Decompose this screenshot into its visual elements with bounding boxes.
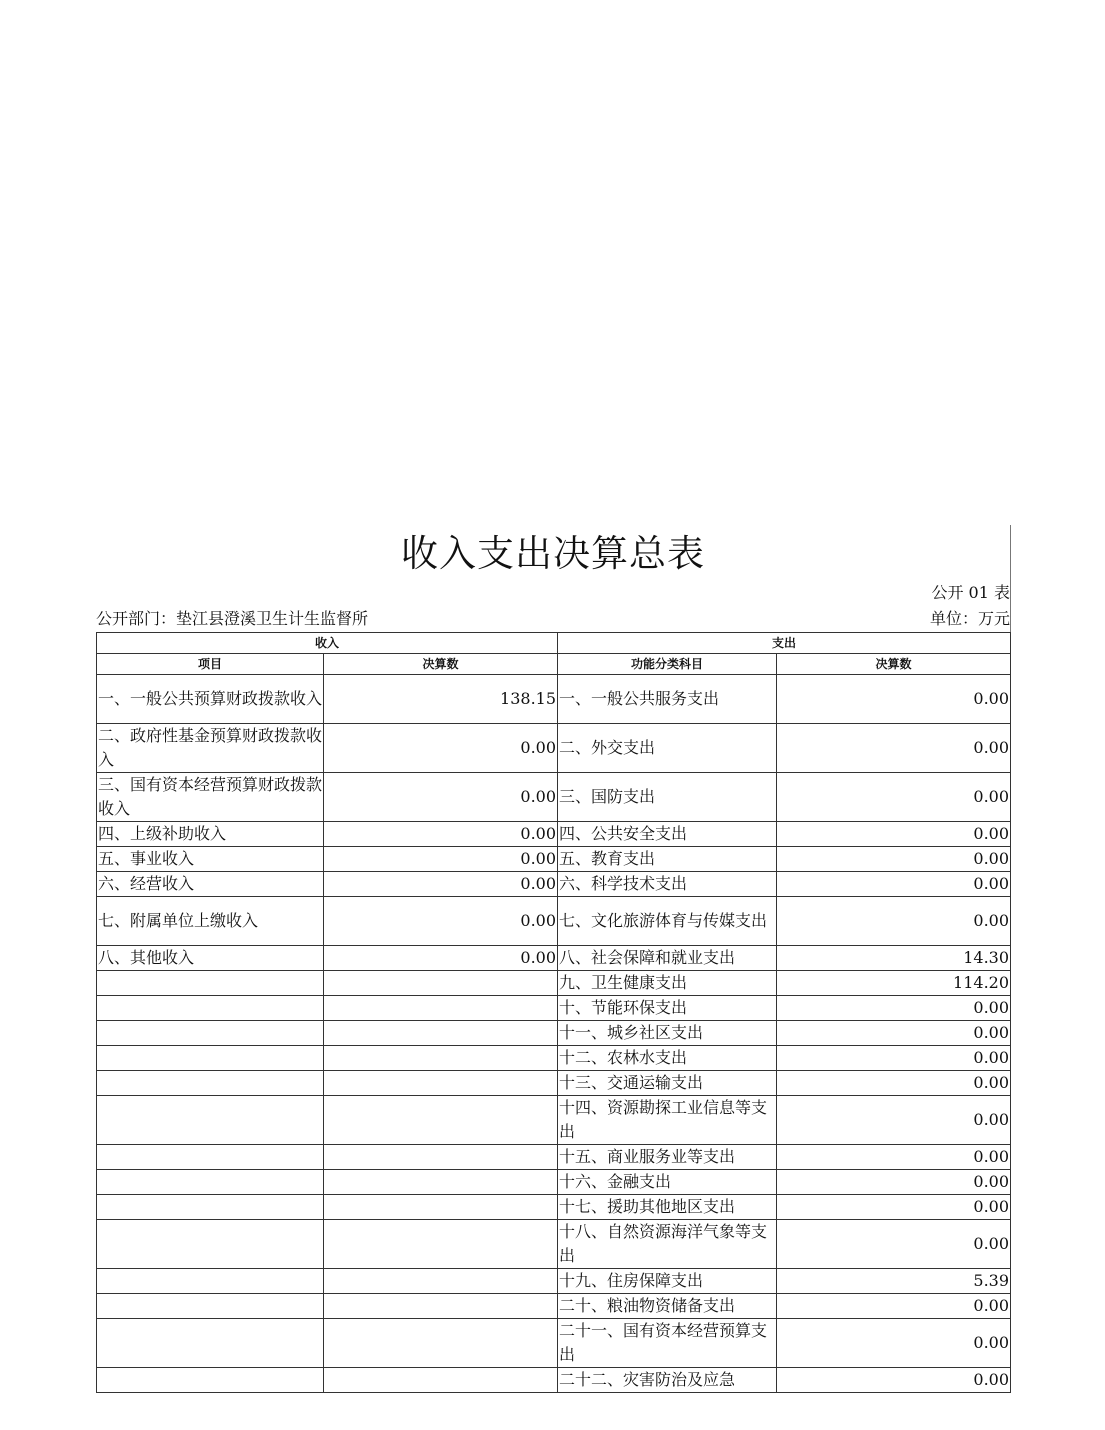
income-item [97,1046,324,1071]
income-item [97,1170,324,1195]
header-row-columns [97,654,1011,675]
expense-amount: 0.00 [777,996,1011,1021]
income-item [97,1368,324,1393]
table-code-line [96,581,1010,605]
expense-item: 六、科学技术支出 [558,872,777,897]
income-item [97,1195,324,1220]
expense-amount: 5.39 [777,1269,1011,1294]
expense-amount: 0.00 [777,1145,1011,1170]
table-row [97,996,1011,1021]
income-item: 四、上级补助收入 [97,822,324,847]
income-amount [324,1319,558,1368]
income-item [97,1269,324,1294]
expense-item: 十五、商业服务业等支出 [558,1145,777,1170]
table-row [97,971,1011,996]
expense-item: 十八、自然资源海洋气象等支出 [558,1220,777,1269]
department-label: 公开部门：垫江县澄溪卫生计生监督所 [96,609,369,628]
income-header: 收入 [97,633,558,654]
header-row-group [97,633,1011,654]
income-amount [324,1046,558,1071]
income-amount [324,1096,558,1145]
expense-amount: 0.00 [777,1021,1011,1046]
table-row [97,1096,1011,1145]
expense-item: 二、外交支出 [558,724,777,773]
table-row [97,946,1011,971]
expense-amount: 0.00 [777,1046,1011,1071]
table-row [97,1368,1011,1393]
income-item [97,1021,324,1046]
expense-item: 十七、援助其他地区支出 [558,1195,777,1220]
table-row [97,1220,1011,1269]
expense-amount: 0.00 [777,1071,1011,1096]
amount2-header: 决算数 [777,654,1011,675]
table-row [97,1145,1011,1170]
expense-amount: 0.00 [777,1195,1011,1220]
department-line [96,607,1010,631]
expense-item: 八、社会保障和就业支出 [558,946,777,971]
income-item [97,1294,324,1319]
expense-item: 七、文化旅游体育与传媒支出 [558,897,777,946]
table-row [97,897,1011,946]
right-border-line [1010,525,1011,635]
expense-amount: 0.00 [777,1319,1011,1368]
income-item: 七、附属单位上缴收入 [97,897,324,946]
expense-item: 二十、粮油物资储备支出 [558,1294,777,1319]
income-amount [324,996,558,1021]
table-row [97,1269,1011,1294]
table-row [97,872,1011,897]
expense-amount: 0.00 [777,724,1011,773]
unit-label: 单位：万元 [929,609,1010,628]
report-title: 收入支出决算总表 [401,532,705,575]
expense-item: 九、卫生健康支出 [558,971,777,996]
income-amount: 0.00 [324,946,558,971]
expense-item: 一、一般公共服务支出 [558,675,777,724]
expense-item: 十四、资源勘探工业信息等支出 [558,1096,777,1145]
income-amount [324,1021,558,1046]
table-row [97,675,1011,724]
expense-item: 四、公共安全支出 [558,822,777,847]
expense-header: 支出 [558,633,1011,654]
income-item: 二、政府性基金预算财政拨款收入 [97,724,324,773]
expense-amount: 0.00 [777,1096,1011,1145]
expense-amount: 14.30 [777,946,1011,971]
table-row [97,1195,1011,1220]
expense-amount: 0.00 [777,1294,1011,1319]
expense-item: 五、教育支出 [558,847,777,872]
income-amount: 138.15 [324,675,558,724]
table-code: 公开 01 表 [931,583,1010,602]
expense-amount: 0.00 [777,1220,1011,1269]
expense-item: 十二、农林水支出 [558,1046,777,1071]
table-row [97,1071,1011,1096]
income-amount [324,1170,558,1195]
table-row [97,847,1011,872]
expense-item: 十一、城乡社区支出 [558,1021,777,1046]
expense-item: 三、国防支出 [558,773,777,822]
income-item: 三、国有资本经营预算财政拨款收入 [97,773,324,822]
expense-amount: 0.00 [777,1170,1011,1195]
table-row [97,773,1011,822]
income-item [97,996,324,1021]
amount-header: 决算数 [324,654,558,675]
item-header: 项目 [97,654,324,675]
income-amount [324,1294,558,1319]
income-item [97,1145,324,1170]
income-amount: 0.00 [324,872,558,897]
expense-item: 十六、金融支出 [558,1170,777,1195]
income-item [97,1220,324,1269]
income-amount [324,971,558,996]
table-row [97,1046,1011,1071]
expense-amount: 0.00 [777,675,1011,724]
table-row [97,1170,1011,1195]
table-row [97,724,1011,773]
income-amount: 0.00 [324,773,558,822]
income-item: 八、其他收入 [97,946,324,971]
income-amount: 0.00 [324,847,558,872]
income-item [97,971,324,996]
expense-item: 二十一、国有资本经营预算支出 [558,1319,777,1368]
table-row [97,822,1011,847]
income-amount [324,1269,558,1294]
income-item: 六、经营收入 [97,872,324,897]
expense-item: 十三、交通运输支出 [558,1071,777,1096]
expense-amount: 0.00 [777,872,1011,897]
income-expense-table [96,632,1011,1393]
expense-amount: 114.20 [777,971,1011,996]
expense-amount: 0.00 [777,1368,1011,1393]
income-amount: 0.00 [324,822,558,847]
income-item [97,1071,324,1096]
table-row [97,1319,1011,1368]
income-amount [324,1071,558,1096]
expense-amount: 0.00 [777,773,1011,822]
expense-item: 十九、住房保障支出 [558,1269,777,1294]
income-amount: 0.00 [324,724,558,773]
table-row [97,1021,1011,1046]
income-item: 五、事业收入 [97,847,324,872]
expense-item: 二十二、灾害防治及应急 [558,1368,777,1393]
income-item [97,1319,324,1368]
table-row [97,1294,1011,1319]
income-amount [324,1368,558,1393]
income-amount: 0.00 [324,897,558,946]
expense-amount: 0.00 [777,822,1011,847]
expense-amount: 0.00 [777,897,1011,946]
expense-item: 十、节能环保支出 [558,996,777,1021]
expense-amount: 0.00 [777,847,1011,872]
income-amount [324,1195,558,1220]
category-header: 功能分类科目 [558,654,777,675]
income-amount [324,1220,558,1269]
income-amount [324,1145,558,1170]
income-item [97,1096,324,1145]
income-item: 一、一般公共预算财政拨款收入 [97,675,324,724]
